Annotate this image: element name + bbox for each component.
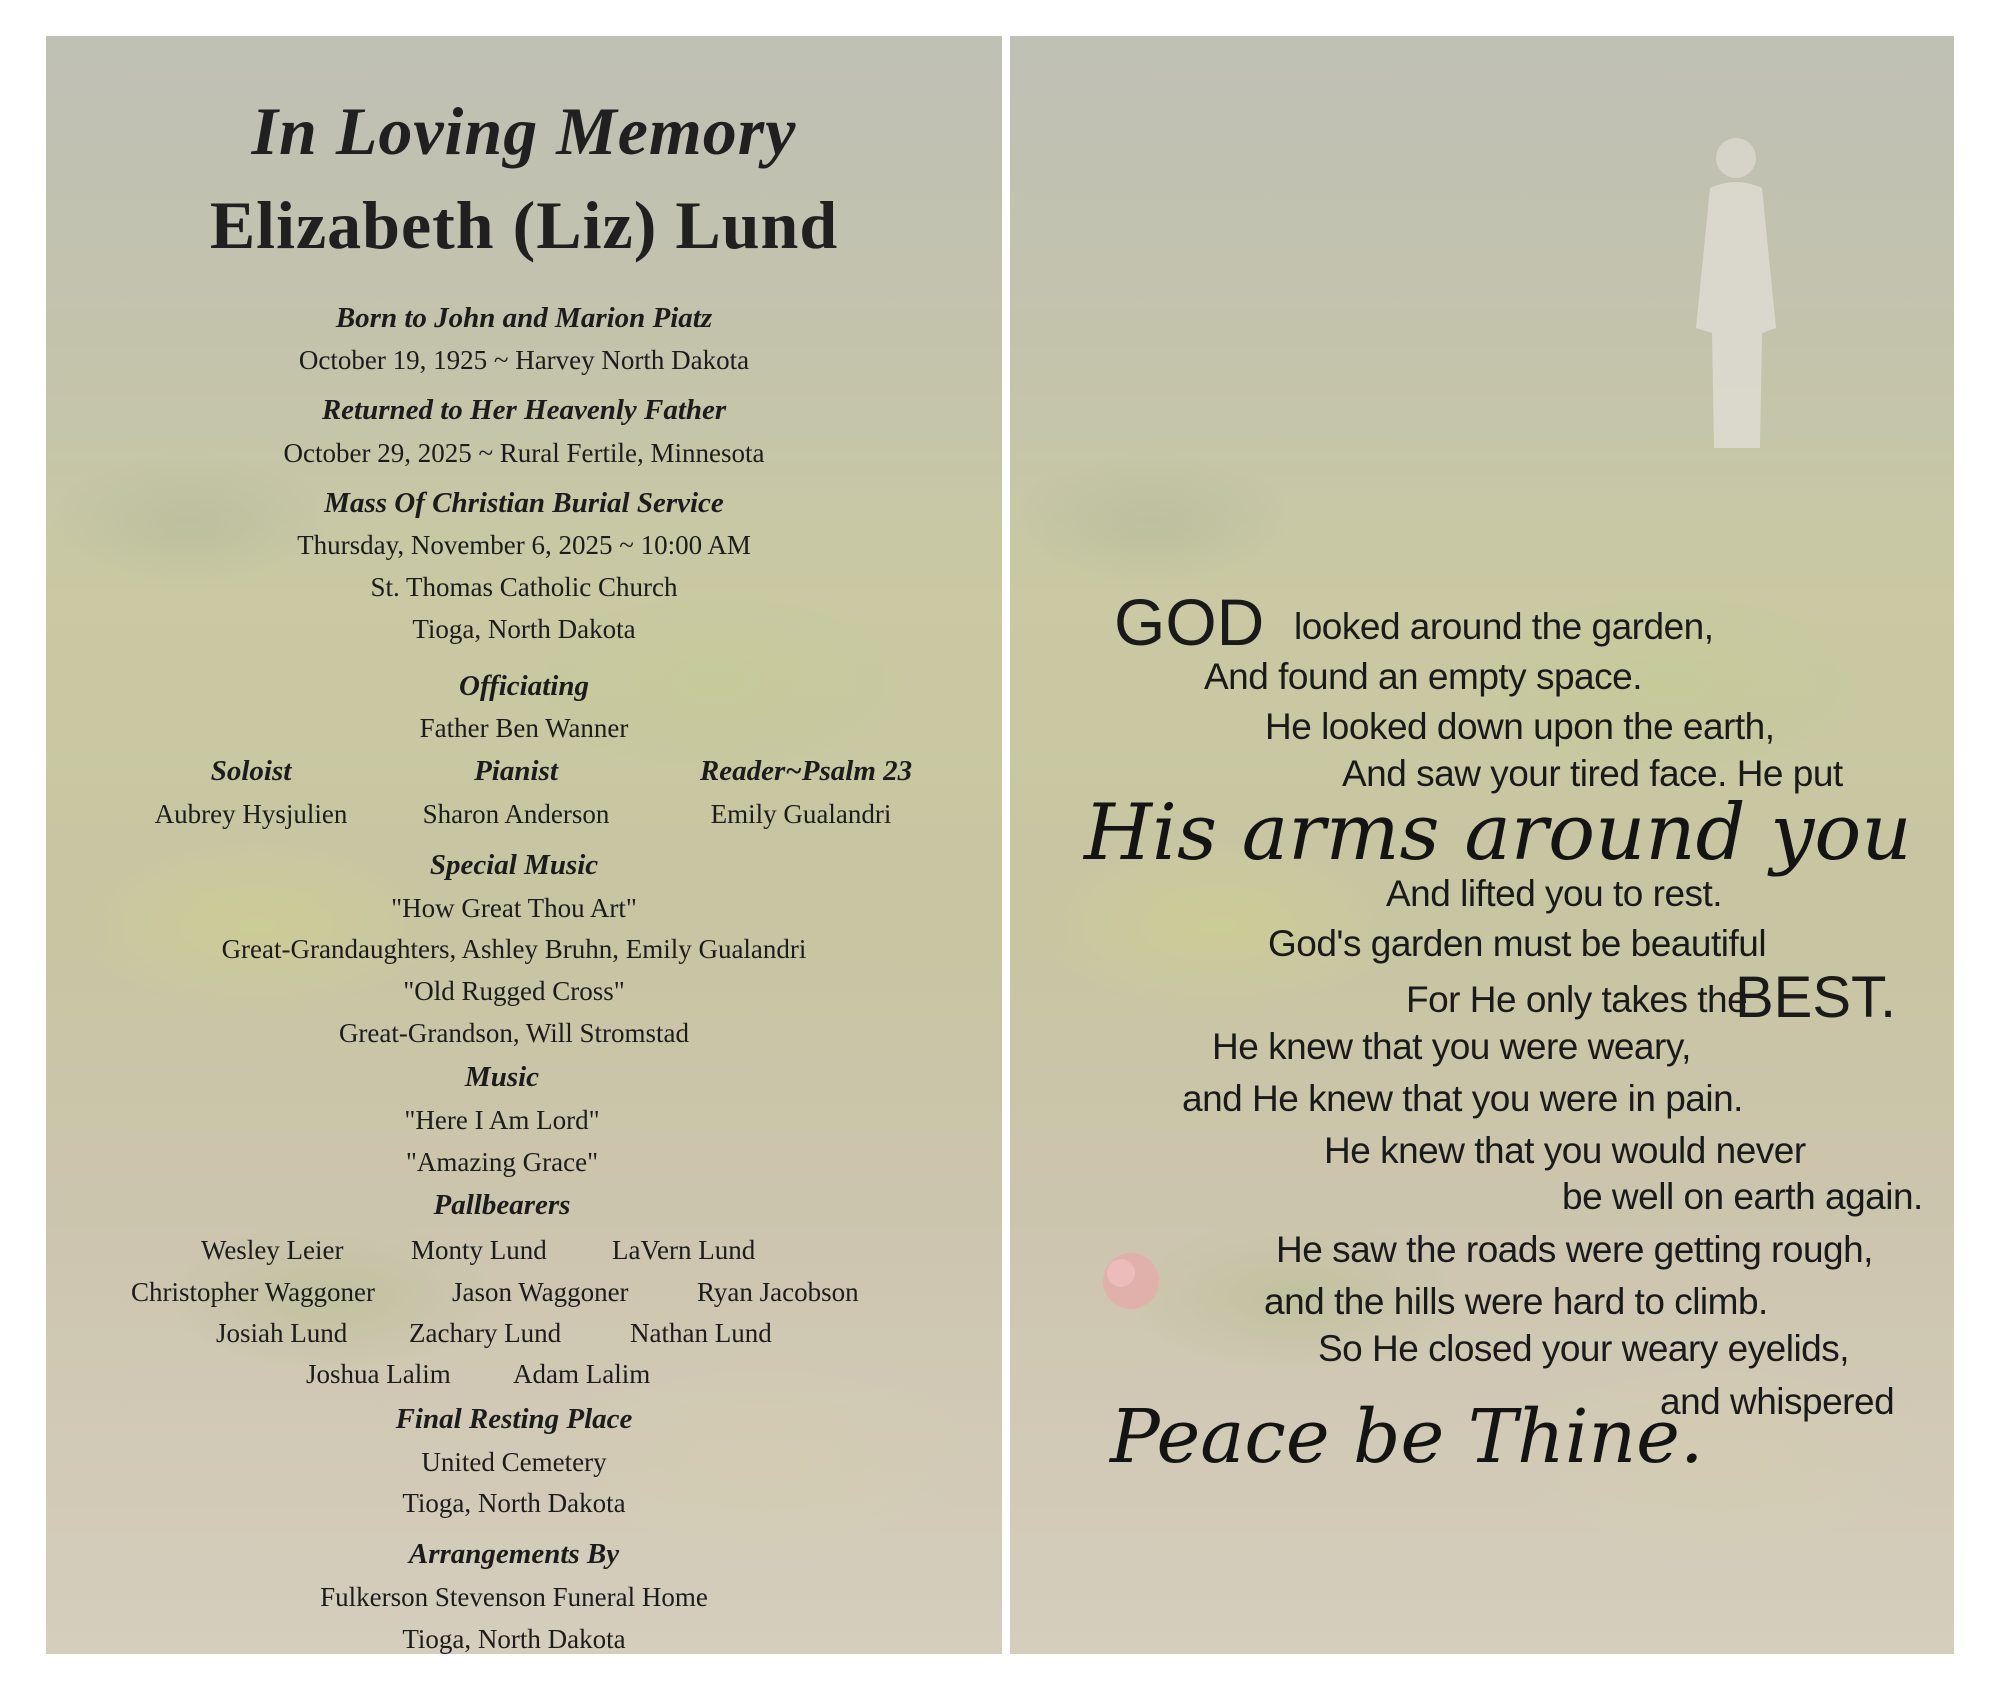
music-heading: Music (464, 1061, 540, 1093)
pallbearers-heading: Pallbearers (433, 1189, 571, 1221)
mass-line: Tioga, North Dakota (412, 614, 636, 644)
special-music-line: Great-Grandson, Will Stromstad (338, 1018, 690, 1048)
born-heading: Born to John and Marion Piatz (335, 302, 713, 334)
poem-god: GOD (1114, 585, 1265, 659)
arrangements-heading: Arrangements By (408, 1538, 620, 1570)
poem-line: be well on earth again. (1562, 1176, 1923, 1217)
pallbearer-name: Jason Waggoner (452, 1277, 629, 1307)
deceased-name: Elizabeth (Liz) Lund (209, 187, 839, 263)
poem-line: And lifted you to rest. (1386, 873, 1723, 914)
resting-line: United Cemetery (421, 1447, 607, 1477)
pallbearer-name: LaVern Lund (612, 1235, 756, 1265)
soloist-heading: Soloist (210, 755, 292, 787)
resting-heading: Final Resting Place (395, 1403, 633, 1435)
pallbearer-name: Josiah Lund (216, 1318, 348, 1348)
poem-line: He looked down upon the earth, (1265, 706, 1775, 747)
poem-line: and the hills were hard to climb. (1264, 1281, 1768, 1322)
poem-line: God's garden must be beautiful (1268, 923, 1767, 964)
arrangements-line: Tioga, North Dakota (402, 1624, 626, 1654)
pallbearer-name: Adam Lalim (513, 1359, 651, 1389)
pallbearer-name: Christopher Waggoner (131, 1277, 376, 1307)
mass-heading: Mass Of Christian Burial Service (324, 487, 724, 519)
right-panel (1010, 36, 1954, 1654)
officiating-name: Father Ben Wanner (419, 713, 629, 743)
special-music-line: "Old Rugged Cross" (403, 976, 625, 1006)
poem-line: He knew that you would never (1324, 1130, 1806, 1171)
poem-script-line: Peace be Thine. (1110, 1394, 1704, 1480)
pallbearer-name: Joshua Lalim (306, 1359, 451, 1389)
poem-line: looked around the garden, (1294, 606, 1714, 647)
left-panel (46, 36, 1002, 1654)
soloist-name: Aubrey Hysjulien (154, 799, 348, 829)
poem-line: and He knew that you were in pain. (1182, 1078, 1743, 1119)
returned-line: October 29, 2025 ~ Rural Fertile, Minnesota (283, 438, 765, 468)
resting-line: Tioga, North Dakota (402, 1488, 626, 1518)
pallbearer-name: Monty Lund (411, 1235, 547, 1265)
pallbearer-name: Nathan Lund (630, 1318, 772, 1348)
poem-line: He knew that you were weary, (1212, 1026, 1691, 1067)
returned-heading: Returned to Her Heavenly Father (321, 394, 727, 426)
special-music-heading: Special Music (429, 849, 599, 881)
poem-script-line: His arms around you (1084, 788, 1912, 878)
officiating-heading: Officiating (459, 670, 589, 702)
special-music-line: "How Great Thou Art" (391, 893, 637, 923)
reader-name: Emily Gualandri (710, 799, 892, 829)
pallbearer-name: Wesley Leier (201, 1235, 344, 1265)
music-line: "Here I Am Lord" (404, 1105, 600, 1135)
mass-line: St. Thomas Catholic Church (370, 572, 678, 602)
pallbearer-name: Zachary Lund (409, 1318, 562, 1348)
poem-line: He saw the roads were getting rough, (1276, 1229, 1873, 1270)
pallbearer-name: Ryan Jacobson (697, 1277, 859, 1307)
arrangements-line: Fulkerson Stevenson Funeral Home (320, 1582, 708, 1612)
woman-figure-image (1690, 128, 1782, 458)
music-line: "Amazing Grace" (405, 1147, 599, 1177)
poem-best: BEST. (1735, 965, 1897, 1030)
special-music-line: Great-Grandaughters, Ashley Bruhn, Emily Gualandri (221, 934, 807, 964)
poem-line: and whispered (1660, 1381, 1895, 1422)
poem-line: So He closed your weary eyelids, (1318, 1328, 1850, 1369)
poem-line: And found an empty space. (1204, 656, 1642, 697)
pianist-name: Sharon Anderson (422, 799, 610, 829)
reader-heading: Reader~Psalm 23 (699, 755, 913, 787)
poem-line: And saw your tired face. He put (1342, 753, 1843, 794)
pianist-heading: Pianist (474, 755, 558, 787)
flower-image (1086, 1241, 1176, 1321)
mass-line: Thursday, November 6, 2025 ~ 10:00 AM (297, 530, 751, 560)
poem-line: For He only takes the (1406, 979, 1748, 1020)
born-line: October 19, 1925 ~ Harvey North Dakota (298, 345, 750, 375)
page-title: In Loving Memory (251, 93, 797, 169)
